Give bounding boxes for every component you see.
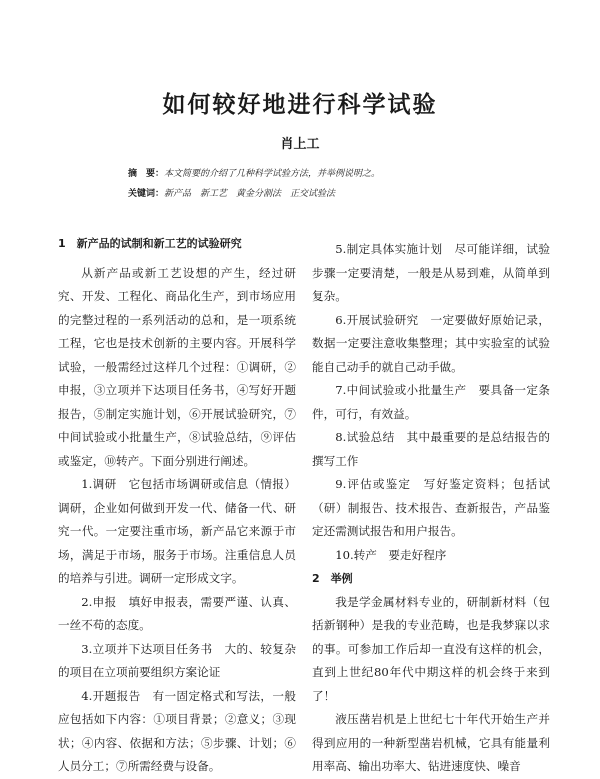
keywords-label: 关键词： xyxy=(128,189,165,199)
abstract-line xyxy=(128,168,380,180)
body-paragraph: 5.制定具体实施计划 尽可能详细，试验步骤一定要清楚，一般是从易到难，从简单到复杂。 xyxy=(312,242,550,303)
section-heading: 2 举例 xyxy=(312,572,353,585)
body-paragraph: 7.中间试验或小批量生产 要具备一定条件，可行，有效益。 xyxy=(312,383,550,421)
author-name: 肖上工 xyxy=(280,137,320,152)
body-paragraph: 1.调研 它包括市场调研或信息（情报）调研，企业如何做到开发一代、储备一代、研究一代。一定要注重市场，新产品它来源于市场，满足于市场，服务于市场。注重信息人员的培养与引进。调研一定形成文字。 xyxy=(58,477,296,585)
body-paragraph: 6.开展试验研究 一定要做好原始记录，数据一定要注意收集整理；其中实验室的试验能自己动手的就自己动手做。 xyxy=(312,312,550,374)
paper-title: 如何较好地进行科学试验 xyxy=(162,92,438,118)
body-paragraph: 2.申报 填好申报表，需要严谨、认真、一丝不苟的态度。 xyxy=(58,594,296,632)
body-paragraph: 9.评估或鉴定 写好鉴定资料；包括试（研）制报告、技术报告、查新报告，产品鉴定还需测试报告和用户报告。 xyxy=(312,477,550,538)
body-paragraph: 液压凿岩机是上世纪七十年代开始生产并得到应用的一种新型凿岩机械，它具有能量利用率高、输出功率大、钻进速度快、噪音 xyxy=(312,712,550,773)
right-column xyxy=(312,238,550,779)
body-paragraph: 10.转产 要走好程序 xyxy=(335,547,447,562)
abstract-label: 摘 要： xyxy=(128,169,165,179)
abstract-text: 本文简要的介绍了几种科学试验方法，并举例说明之。 xyxy=(164,169,381,179)
body-paragraph: 3.立项并下达项目任务书 大的、较复杂的项目在立项前要组织方案论证 xyxy=(58,641,296,679)
body-paragraph: 从新产品或新工艺设想的产生，经过研究、开发、工程化、商品化生产，到市场应用的完整过程的一系列活动的总和，是一项系统工程，它也是技术创新的主要内容。开展科学试验，一般需经过这样几个过程：①调研，②申报，③立项并下达项目任务书，④写好开题报告，⑤制定实施计划，⑥开展试验研究，⑦中间试验或小批量生产，⑧试验总结，⑨评估或鉴定，⑩转产。下面分别进行阐述。 xyxy=(58,265,296,468)
body-paragraph: 8.试验总结 其中最重要的是总结报告的撰写工作 xyxy=(312,430,550,468)
keywords-line xyxy=(128,188,335,200)
body-paragraph: 4.开题报告 有一固定格式和写法，一般应包括如下内容：①项目背景；②意义；③现状；④内容、依据和方法；⑤步骤、计划；⑥人员分工；⑦所需经费与设备。 xyxy=(58,688,296,773)
keywords-text: 新产品 新工艺 黄金分割法 正交试验法 xyxy=(164,189,336,199)
section-heading: 1 新产品的试制和新工艺的试验研究 xyxy=(58,237,242,250)
body-paragraph: 我是学金属材料专业的，研制新材料（包括新钢种）是我的专业范畴，也是我梦寐以求的事。可参加工作后却一直没有这样的机会，直到上世纪80年代中期这样的机会终于来到了！ xyxy=(312,594,550,703)
